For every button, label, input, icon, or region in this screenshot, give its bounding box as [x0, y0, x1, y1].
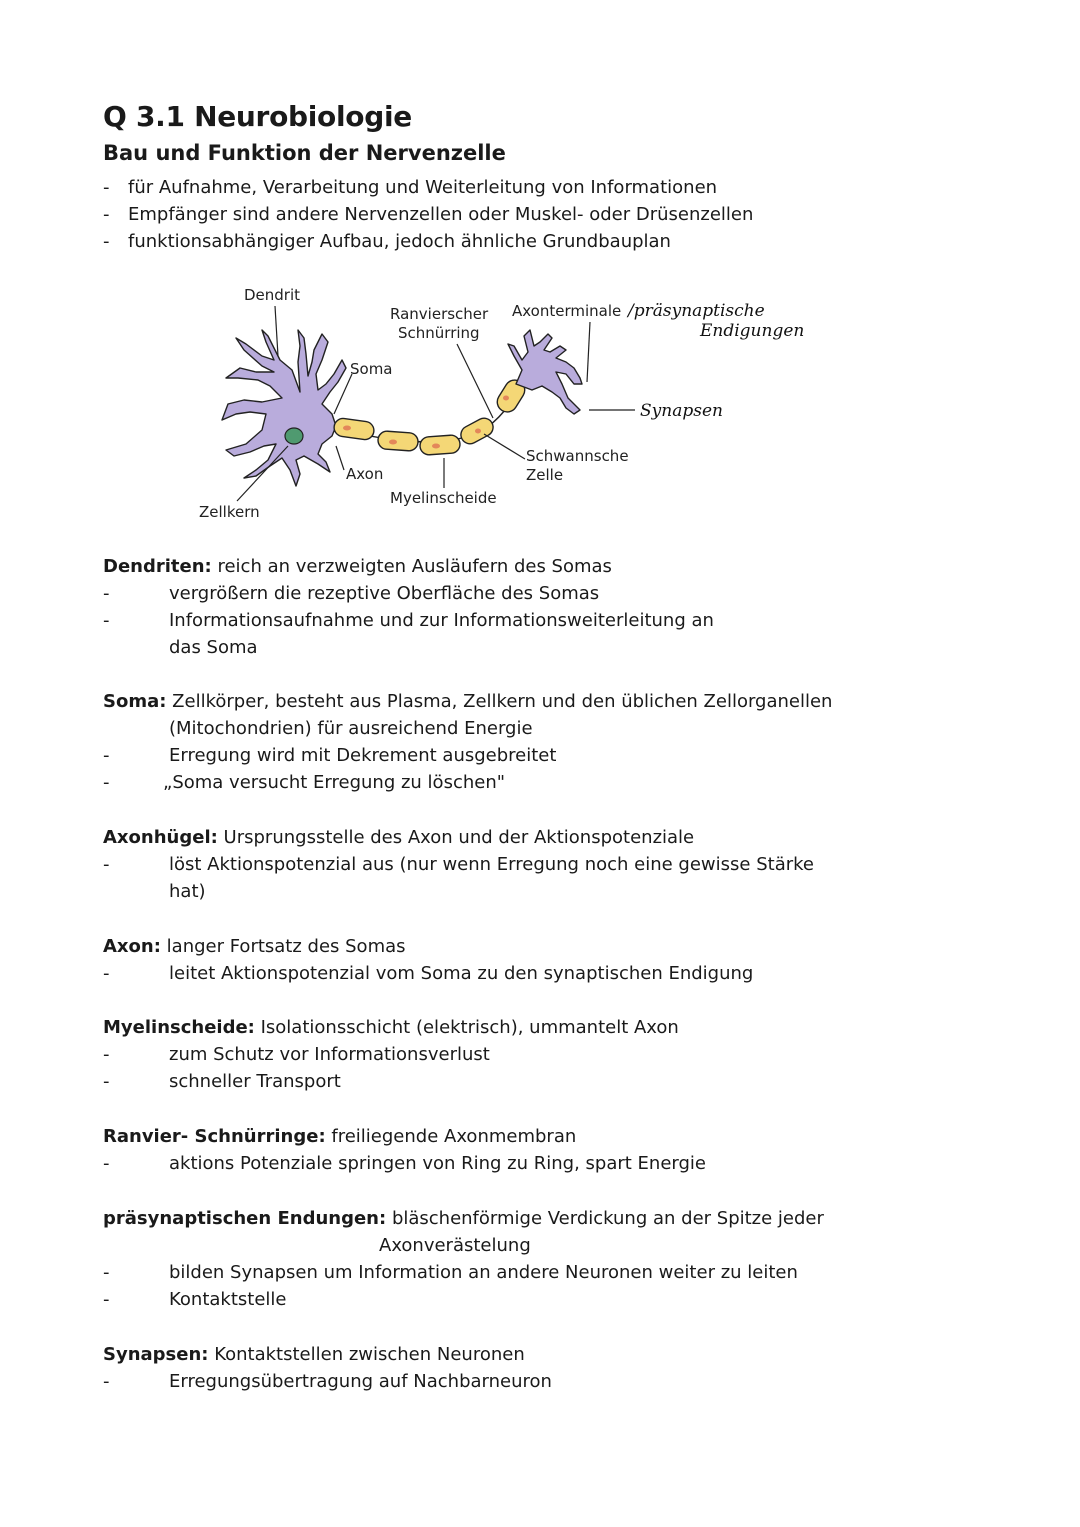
nucleus [285, 428, 303, 444]
definition: Kontaktstellen zwischen Neuronen [214, 1344, 525, 1365]
neuron-body [222, 330, 346, 486]
definition: Ursprungsstelle des Axon und der Aktionspotenziale [223, 827, 695, 848]
bullet-dash: - [103, 204, 110, 225]
section-myelinscheide [103, 1014, 863, 1095]
label-zellkern: Zellkern [199, 503, 260, 521]
label-schwann-2: Zelle [526, 466, 564, 484]
label-schwann-1: Schwannsche [526, 447, 629, 465]
page-title: Q 3.1 Neurobiologie [103, 100, 412, 133]
bullet-dash: - [103, 231, 110, 252]
term: Synapsen: [103, 1344, 209, 1365]
section-axonhuegel [103, 824, 863, 905]
list-item-continuation: hat) [169, 881, 206, 902]
label-myelinscheide: Myelinscheide [390, 489, 497, 507]
definition-continuation: Axonverästelung [379, 1235, 531, 1256]
neuron-diagram [0, 270, 1080, 530]
definition: Zellkörper, besteht aus Plasma, Zellkern und den üblichen Zellorganellen [172, 691, 833, 712]
definition: freiliegende Axonmembran [331, 1126, 577, 1147]
section-praesyn [103, 1205, 863, 1313]
label-dendrit: Dendrit [244, 286, 301, 304]
label-ranvier-1: Ranvierscher [390, 305, 489, 323]
list-item: - aktions Potenziale springen von Ring zu Ring, spart Energie [103, 1153, 706, 1174]
list-item: - löst Aktionspotenzial aus (nur wenn Erregung noch eine gewisse Stärke [103, 854, 814, 875]
section-dendriten [103, 553, 863, 661]
list-item: - Informationsaufnahme und zur Informationsweiterleitung an [103, 610, 714, 631]
bullet-dash: - [103, 177, 110, 198]
term: Soma: [103, 691, 167, 712]
list-item: - schneller Transport [103, 1071, 341, 1092]
list-item: - für Aufnahme, Verarbeitung und Weiterleitung von Informationen [103, 174, 903, 201]
label-handwritten-synapsen: Synapsen [640, 401, 723, 421]
term: Axonhügel: [103, 827, 218, 848]
section-synapsen [103, 1341, 863, 1395]
definition: bläschenförmige Verdickung an der Spitze jeder [391, 1208, 824, 1229]
definition: reich an verzweigten Ausläufern des Somas [217, 556, 612, 577]
list-item: - vergrößern die rezeptive Oberfläche des Somas [103, 583, 600, 604]
label-axonterminale: Axonterminale [512, 302, 622, 320]
label-handwritten-praesyn-2: Endigungen [700, 321, 805, 341]
label-handwritten-praesyn-1: /präsynaptische [628, 301, 765, 321]
definition-continuation: (Mitochondrien) für ausreichend Energie [169, 718, 533, 739]
list-item: - bilden Synapsen um Information an andere Neuronen weiter zu leiten [103, 1262, 798, 1283]
definition: Isolationsschicht (elektrisch), ummantelt Axon [260, 1017, 679, 1038]
list-item: - Empfänger sind andere Nervenzellen oder Muskel- oder Drüsenzellen [103, 201, 903, 228]
term: präsynaptischen Endungen: [103, 1208, 387, 1229]
list-item-continuation: das Soma [169, 637, 258, 658]
section-axon [103, 933, 863, 987]
term: Myelinscheide: [103, 1017, 255, 1038]
page-subtitle: Bau und Funktion der Nervenzelle [103, 141, 506, 165]
label-soma: Soma [350, 360, 393, 378]
section-ranvier [103, 1123, 863, 1177]
list-item: - „Soma versucht Erregung zu löschen" [103, 772, 506, 793]
list-item: - Erregung wird mit Dekrement ausgebreitet [103, 745, 557, 766]
section-soma [103, 688, 863, 796]
label-ranvier-2: Schnürring [398, 324, 480, 342]
list-item: - funktionsabhängiger Aufbau, jedoch ähnliche Grundbauplan [103, 228, 903, 255]
definition: langer Fortsatz des Somas [166, 936, 406, 957]
term: Ranvier- Schnürringe: [103, 1126, 326, 1147]
list-item: - Erregungsübertragung auf Nachbarneuron [103, 1371, 552, 1392]
term: Dendriten: [103, 556, 212, 577]
term: Axon: [103, 936, 161, 957]
list-item: - leitet Aktionspotenzial vom Soma zu den synaptischen Endigung [103, 963, 754, 984]
list-item: - Kontaktstelle [103, 1289, 287, 1310]
list-item: - zum Schutz vor Informationsverlust [103, 1044, 490, 1065]
intro-list [103, 174, 903, 255]
label-axon: Axon [346, 465, 384, 483]
